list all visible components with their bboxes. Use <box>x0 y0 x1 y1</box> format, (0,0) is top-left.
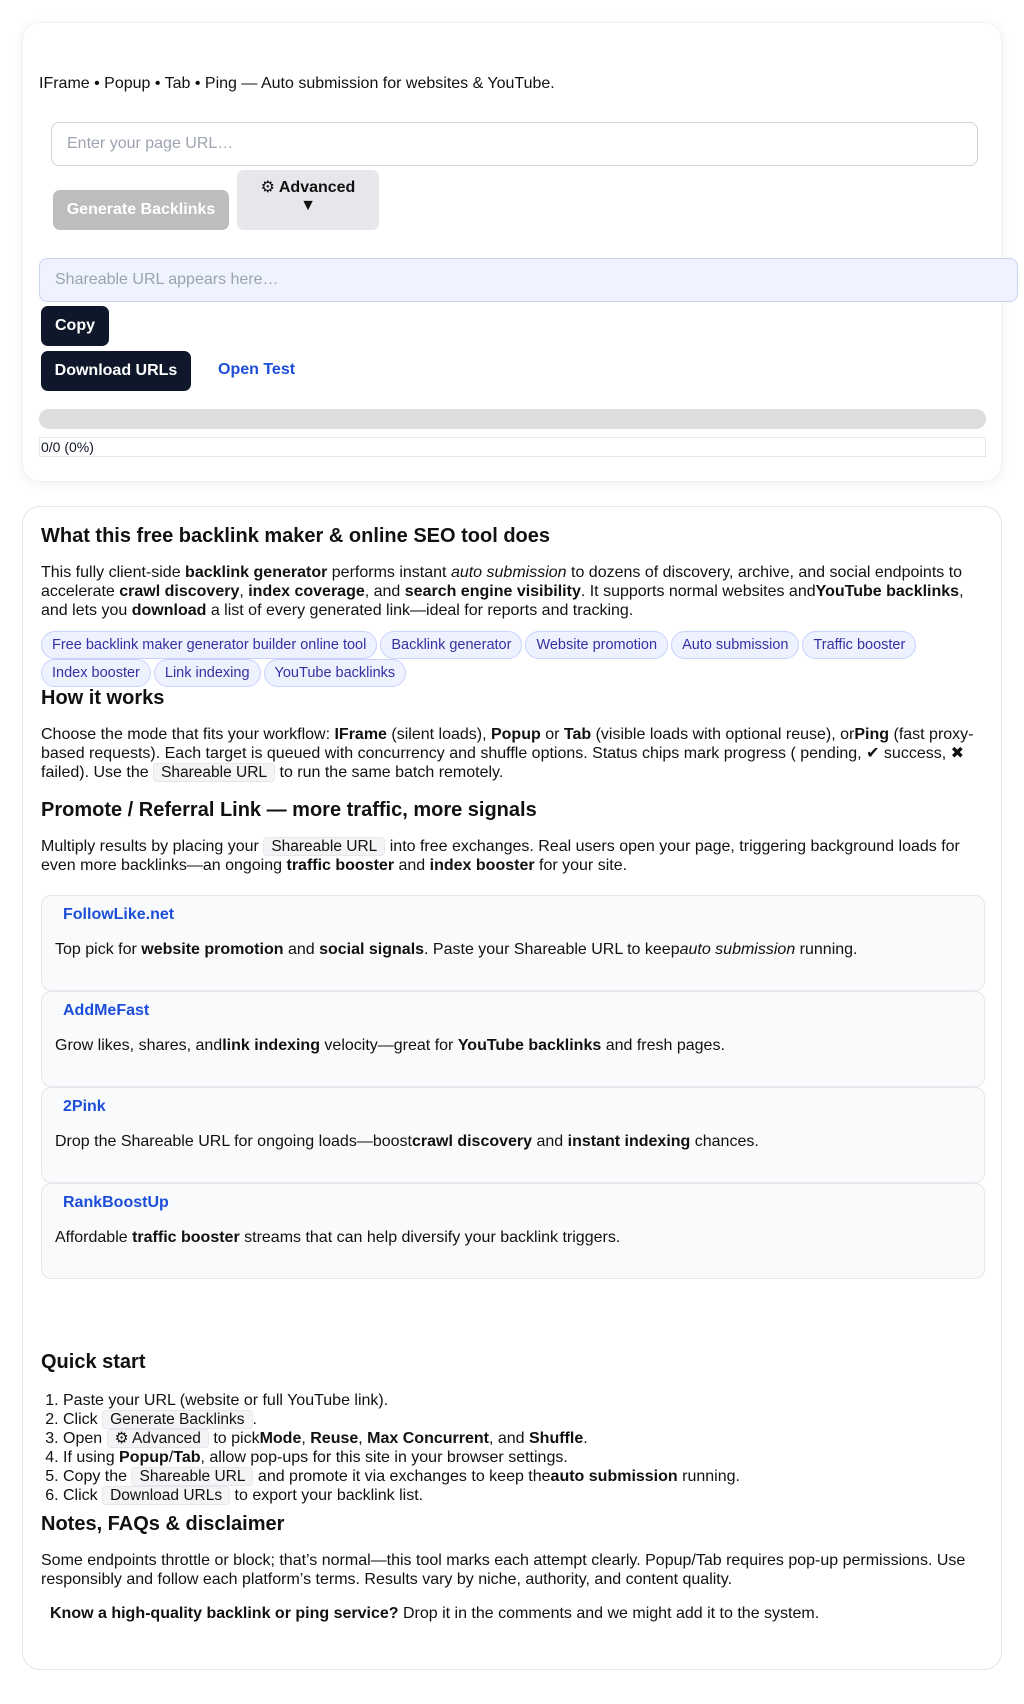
partner-card-rankboostup <box>41 1183 985 1279</box>
how-it-works-paragraph: Choose the mode that fits your workflow: IFrame (silent loads), Popup or Tab (visible loads with optional reuse), orPing (fast proxy-based requests). Each target is queued with concurrency and shuffle options. Status chips mark progress ( pending, ✔ success, ✖ failed). Use the Shareable URL to run the same batch remotely. <box>41 726 974 781</box>
step-item: 6. Click Download URLs to export your backlink list. <box>63 1486 983 1505</box>
inline-code: Download URLs <box>102 1486 230 1505</box>
step-item: 1. Paste your URL (website or full YouTube link). <box>63 1391 983 1410</box>
keyword-chip: Traffic booster <box>802 631 916 659</box>
partner-link[interactable]: FollowLike.net <box>63 906 175 923</box>
promote-title: Promote / Referral Link — more traffic, more signals <box>41 799 537 821</box>
step-item: 2. Click Generate Backlinks . <box>63 1410 983 1429</box>
partner-link[interactable]: 2Pink <box>63 1098 106 1115</box>
info-title: What this free backlink maker & online SEO tool does <box>41 525 551 547</box>
seo-info-card <box>22 506 1002 1670</box>
inline-code: ⚙ Advanced <box>107 1429 209 1448</box>
quick-start-title: Quick start <box>41 1351 146 1373</box>
quick-start-steps <box>23 1391 983 1505</box>
inline-code: Shareable URL <box>263 837 385 856</box>
gear-icon: ⚙ <box>260 179 275 196</box>
notes-paragraph: Some endpoints throttle or block; that’s normal—this tool marks each attempt clearly. Popup/Tab requires pop-up permissions. Use responsibly and follow each platform’s terms. Results vary by niche, authority, and content quality. <box>41 1552 966 1588</box>
success-icon: ✔ <box>866 745 880 762</box>
partner-description: Affordable traffic booster streams that can help diversify your backlink triggers. <box>55 1229 621 1246</box>
generate-backlinks-button[interactable]: Generate Backlinks <box>53 190 229 230</box>
copy-button[interactable]: Copy <box>41 306 109 346</box>
tool-tagline: IFrame • Popup • Tab • Ping — Auto submission for websites & YouTube. <box>39 75 555 92</box>
keyword-chips <box>41 631 967 687</box>
keyword-chip: YouTube backlinks <box>264 659 407 687</box>
page-url-input[interactable] <box>51 122 978 166</box>
partner-card-addmefast <box>41 991 985 1087</box>
keyword-chip: Backlink generator <box>380 631 522 659</box>
partner-card-followlike <box>41 895 985 991</box>
partner-card-2pink <box>41 1087 985 1183</box>
keyword-chip: Index booster <box>41 659 151 687</box>
partner-link[interactable]: AddMeFast <box>63 1002 150 1019</box>
inline-code: Shareable URL <box>131 1467 253 1486</box>
progress-status-text: 0/0 (0%) <box>39 437 986 457</box>
open-test-link[interactable]: Open Test <box>218 361 296 378</box>
keyword-chip: Free backlink maker generator builder online tool <box>41 631 377 659</box>
shareable-url-field[interactable] <box>39 258 1018 302</box>
partner-description: Grow likes, shares, andlink indexing velocity—great for YouTube backlinks and fresh pages. <box>55 1037 725 1054</box>
how-it-works-title: How it works <box>41 687 165 709</box>
partner-description: Top pick for website promotion and social signals. Paste your Shareable URL to keepauto submission running. <box>55 941 858 958</box>
advanced-label: Advanced <box>278 179 356 196</box>
partner-description: Drop the Shareable URL for ongoing loads—boostcrawl discovery and instant indexing chances. <box>55 1133 759 1150</box>
download-urls-button[interactable]: Download URLs <box>41 351 191 391</box>
advanced-toggle-button[interactable] <box>237 170 379 230</box>
step-item: 4. If using Popup/Tab, allow pop-ups for this site in your browser settings. <box>63 1448 983 1467</box>
partner-link[interactable]: RankBoostUp <box>63 1194 169 1211</box>
step-item: 3. Open ⚙ Advanced to pickMode, Reuse, Max Concurrent, and Shuffle. <box>63 1429 983 1448</box>
keyword-chip: Website promotion <box>525 631 668 659</box>
chevron-down-icon: ▼ <box>300 197 316 214</box>
inline-code: Shareable URL <box>153 763 275 782</box>
notes-title: Notes, FAQs & disclaimer <box>41 1513 285 1535</box>
backlink-tool-card <box>22 22 1002 482</box>
inline-code: Generate Backlinks <box>102 1410 252 1429</box>
keyword-chip: Link indexing <box>154 659 261 687</box>
failed-icon: ✖ <box>950 745 965 762</box>
progress-bar <box>39 409 986 429</box>
step-item: 5. Copy the Shareable URL and promote it via exchanges to keep theauto submission running. <box>63 1467 983 1486</box>
submit-service-note: Know a high-quality backlink or ping service? Drop it in the comments and we might add it to the system. <box>50 1605 820 1622</box>
promote-paragraph: Multiply results by placing your Shareable URL into free exchanges. Real users open your page, triggering background loads for even more backlinks—an ongoing traffic booster and index booster for your site. <box>41 838 960 874</box>
intro-paragraph: This fully client-side backlink generator performs instant auto submission to dozens of discovery, archive, and social endpoints to accelerate crawl discovery, index coverage, and search engine visibility. It supports normal websites andYouTube backlinks, and lets you download a list of every generated link—ideal for reports and tracking. <box>41 564 964 619</box>
keyword-chip: Auto submission <box>671 631 799 659</box>
